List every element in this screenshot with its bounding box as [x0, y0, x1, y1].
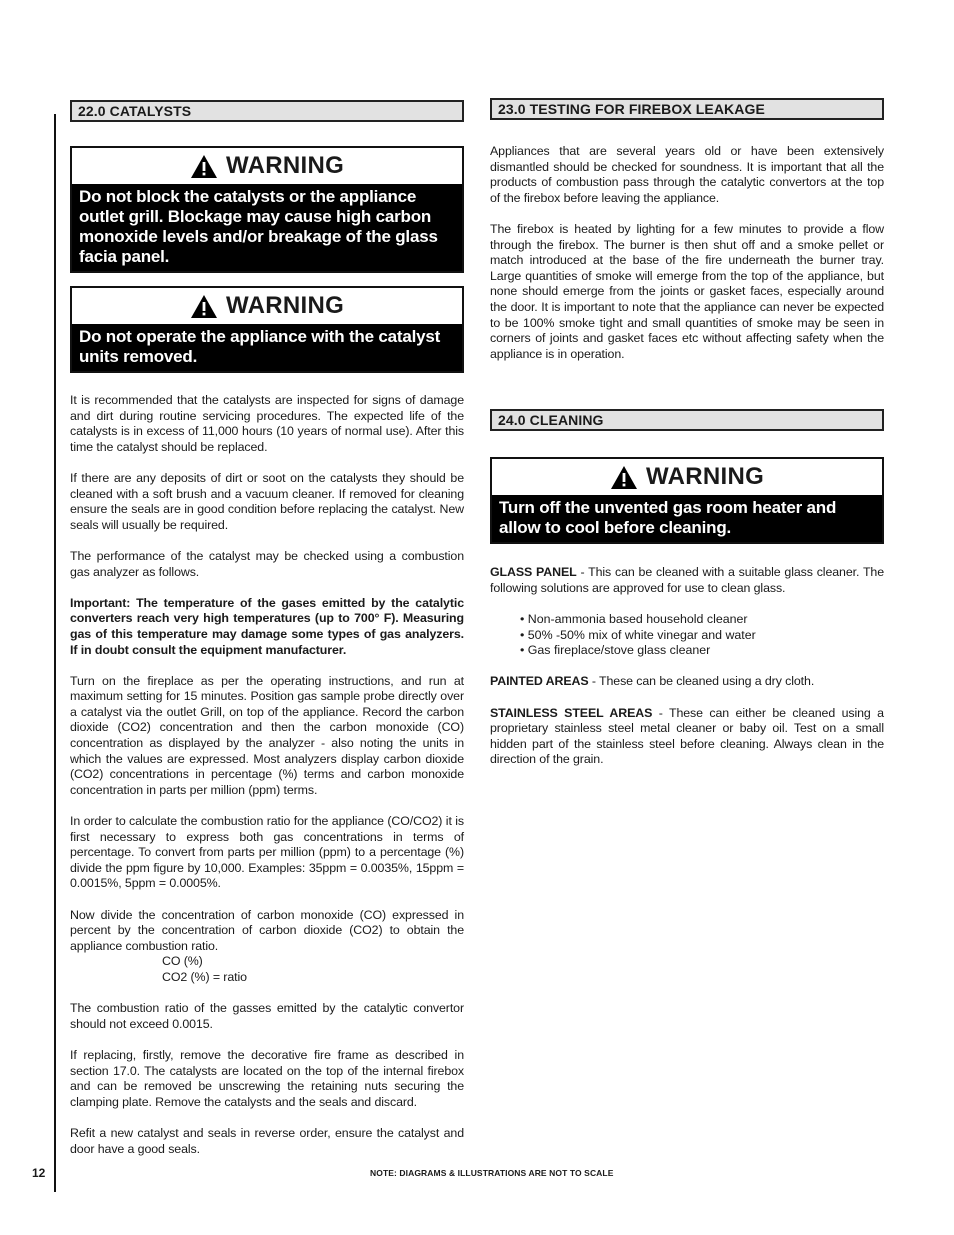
- warning-triangle-icon: [190, 294, 218, 319]
- paragraph: Refit a new catalyst and seals in reverse order, ensure the catalyst and door have a good seals.: [70, 1125, 464, 1156]
- formula-denominator: CO2 (%) = ratio: [162, 969, 247, 984]
- paragraph: If there are any deposits of dirt or soot on the catalysts they should be cleaned with a soft brush and a vacuum cleaner. If removed for cleaning ensure the seals are in good condition before replacing the catalyst. New seals will usually be required.: [70, 470, 464, 532]
- warning-text: Do not block the catalysts or the appliance outlet grill. Blockage may cause high carbon monoxide levels and/or breakage of the glass facia panel.: [72, 184, 462, 271]
- warning-title: WARNING: [72, 288, 462, 324]
- warning-box-cleaning: [490, 457, 884, 544]
- warning-box-block-catalysts: [70, 146, 464, 273]
- paragraph: If replacing, firstly, remove the decorative fire frame as described in section 17.0. The catalysts are located on the top of the internal firebox and can be removed be unscrewing the retaining nuts securing the clamping plate. Remove the catalysts and the seals and discard.: [70, 1047, 464, 1109]
- section-heading-cleaning: 24.0 CLEANING: [490, 409, 884, 431]
- margin-rule: [54, 114, 56, 1192]
- list-item: • 50% -50% mix of white vinegar and water: [520, 627, 756, 642]
- painted-areas-paragraph: PAINTED AREAS - These can be cleaned using a dry cloth.: [490, 674, 815, 689]
- paragraph: It is recommended that the catalysts are inspected for signs of damage and dirt during routine servicing procedures. The expected life of the catalysts is in excess of 11,000 hours (10 years of normal use). After this time the catalyst should be replaced.: [70, 393, 464, 454]
- footer-note: NOTE: DIAGRAMS & ILLUSTRATIONS ARE NOT TO SCALE: [370, 1168, 614, 1178]
- paragraph: The performance of the catalyst may be checked using a combustion gas analyzer as follows.: [70, 548, 464, 579]
- glass-panel-label: GLASS PANEL: [490, 565, 577, 580]
- cleaner-list: [490, 612, 884, 659]
- warning-title: WARNING: [492, 459, 882, 495]
- section-heading-firebox-leakage: 23.0 TESTING FOR FIREBOX LEAKAGE: [490, 98, 884, 120]
- painted-areas-label: PAINTED AREAS: [490, 674, 589, 689]
- warning-triangle-icon: [610, 465, 638, 490]
- paragraph: Now divide the concentration of carbon monoxide (CO) expressed in percent by the concentration of carbon dioxide (CO2) to obtain the appliance combustion ratio.: [70, 907, 464, 953]
- right-column: [490, 98, 884, 768]
- warning-box-catalyst-removed: [70, 286, 464, 373]
- glass-panel-paragraph: GLASS PANEL - This can be cleaned with a suitable glass cleaner. The following solutions are approved for use to clean glass.: [490, 565, 884, 595]
- warning-title: WARNING: [72, 148, 462, 184]
- left-column: [70, 100, 464, 1157]
- section-heading-catalysts: 22.0 CATALYSTS: [70, 100, 464, 122]
- stainless-steel-label: STAINLESS STEEL AREAS: [490, 705, 653, 720]
- warning-text: Do not operate the appliance with the catalyst units removed.: [72, 324, 462, 371]
- list-item: • Gas fireplace/stove glass cleaner: [520, 643, 711, 658]
- paragraph: Turn on the fireplace as per the operating instructions, and run at maximum setting for 15 minutes. Position gas sample probe directly over a catalyst via the outlet Grill, on top of the appliance. Record the carbon dioxide (CO2) concentration and then the carbon monoxide (CO) concentration as displayed by the analyzer - also noting the units in which the values are expressed. Most analyzers display carbon dioxide (CO2) concentrations in percentage (%) terms and carbon monoxide concentration in parts per million (ppm) terms.: [70, 673, 464, 797]
- paragraph: The firebox is heated by lighting for a few minutes to provide a flow through the firebox. The burner is then shut off and a smoke pellet or match introduced at the base of the fire underneath the burner tray. Large quantities of smoke will emerge from the top of the appliance, but none should emerge from the joints or gasket faces, especially around the door. It is important to note that the appliance can never be expected to be 100% smoke tight and small quantities of smoke may be seen in corners of joints and gasket faces etc without affecting safety when the appliance is in operation.: [490, 221, 884, 361]
- formula-numerator: CO (%): [162, 954, 203, 969]
- warning-triangle-icon: [190, 154, 218, 179]
- paragraph: Appliances that are several years old or have been extensively dismantled should be checked for soundness. It is important that all the products of combustion pass through the catalytic convertors at the top of the firebox before leaving the appliance.: [490, 144, 884, 205]
- warning-text: Turn off the unvented gas room heater and allow to cool before cleaning.: [492, 495, 882, 542]
- list-item: • Non-ammonia based household cleaner: [520, 612, 748, 627]
- page-number: 12: [32, 1166, 46, 1180]
- paragraph: In order to calculate the combustion ratio for the appliance (CO/CO2) it is first necessary to express both gas concentrations in terms of percentage. To convert from parts per million (ppm) to a percentage (%) divide the ppm figure by 10,000. Examples: 35ppm = 0.0035%, 15ppm = 0.0015%, 5ppm = 0.0005%.: [70, 814, 464, 891]
- stainless-steel-paragraph: STAINLESS STEEL AREAS - These can either be cleaned using a proprietary stainless steel metal cleaner or baby oil. Test on a small hidden part of the stainless steel before cleaning. Always clean in the direction of the grain.: [490, 705, 884, 767]
- paragraph: The combustion ratio of the gasses emitted by the catalytic convertor should not exceed 0.0015.: [70, 1001, 464, 1031]
- important-note: Important: The temperature of the gases emitted by the catalytic converters reach very high temperatures (up to 700° F). Measuring gas of this temperature may damage some types of gas analyzers. If in doubt consult the equipment manufacturer.: [70, 595, 464, 657]
